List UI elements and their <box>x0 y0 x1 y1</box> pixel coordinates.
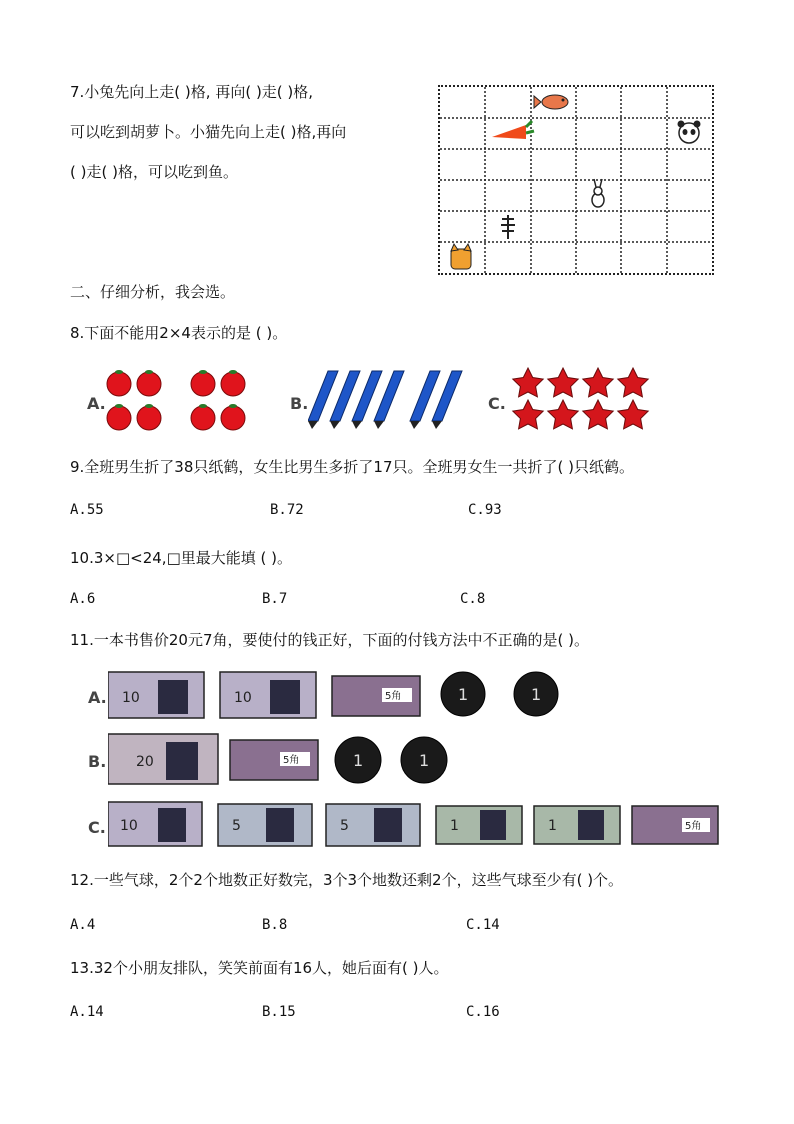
q8-option-a-apples <box>105 368 250 436</box>
q11-row-b-bill-2: 5角 <box>283 755 300 766</box>
tree-icon <box>501 215 515 239</box>
q8-option-c-label: C. <box>488 394 506 413</box>
q13-text: 13.32个小朋友排队，笑笑前面有16人，她后面有( )人。 <box>70 959 449 977</box>
q12-text: 12.一些气球，2个2个地数正好数完，3个3个地数还剩2个，这些气球至少有( )个。 <box>70 871 624 889</box>
q8-text: 8.下面不能用2×4表示的是 ( )。 <box>70 324 288 342</box>
panda-icon <box>678 121 701 144</box>
q8-option-b-pencils <box>308 366 468 436</box>
q10-option-b: B.7 <box>262 591 288 607</box>
q9-option-c: C.93 <box>468 502 502 518</box>
q11-row-b-coin-1: 1 <box>353 751 364 770</box>
q13-option-a: A.14 <box>70 1004 104 1020</box>
q11-row-a-coin-1: 1 <box>458 685 469 704</box>
q8-option-a-label: A. <box>87 394 106 413</box>
q11-money-image <box>80 662 720 850</box>
q10-text: 10.3×□<24,□里最大能填 ( )。 <box>70 549 292 567</box>
carrot-icon <box>492 121 534 139</box>
q12-option-c: C.14 <box>466 917 500 933</box>
q11-row-c-label: C. <box>88 818 106 837</box>
q12-option-a: A.4 <box>70 917 96 933</box>
q8-option-c-stars <box>508 366 658 436</box>
q11-row-a-bill-3: 5角 <box>385 691 402 702</box>
q7-line1: 7.小兔先向上走( )格, 再向( )走( )格, <box>70 83 314 101</box>
q11-row-a-coin-2: 1 <box>531 685 542 704</box>
q11-row-c-bill-4: 1 <box>450 818 459 834</box>
q11-row-c-bill-5: 1 <box>548 818 557 834</box>
section2-title: 二、仔细分析，我会选。 <box>70 283 236 301</box>
q13-option-c: C.16 <box>466 1004 500 1020</box>
q11-row-c-bill-3: 5 <box>340 818 349 834</box>
q10-option-c: C.8 <box>460 591 486 607</box>
q11-row-a-bill-1: 10 <box>122 690 140 706</box>
q11-row-c-bill-2: 5 <box>232 818 241 834</box>
q9-option-a: A.55 <box>70 502 104 518</box>
q11-row-c-bill-6: 5角 <box>685 821 702 832</box>
q11-row-b-label: B. <box>88 752 107 771</box>
q11-row-c-bill-1: 10 <box>120 818 138 834</box>
q8-option-b-label: B. <box>290 394 309 413</box>
q11-text: 11.一本书售价20元7角，要使付的钱正好，下面的付钱方法中不正确的是( )。 <box>70 631 589 649</box>
fish-icon <box>534 95 568 109</box>
q11-row-c-money <box>108 800 720 848</box>
q10-option-a: A.6 <box>70 591 96 607</box>
q11-row-b-money <box>108 732 708 786</box>
cat-icon <box>451 244 471 269</box>
q11-row-a-label: A. <box>88 688 107 707</box>
q9-option-b: B.72 <box>270 502 304 518</box>
q12-option-b: B.8 <box>262 917 288 933</box>
q9-text: 9.全班男生折了38只纸鹤，女生比男生多折了17只。全班男女生一共折了( )只纸鹤。 <box>70 458 634 476</box>
q11-row-b-bill-1: 20 <box>136 754 154 770</box>
q13-option-b: B.15 <box>262 1004 296 1020</box>
q11-row-b-coin-2: 1 <box>419 751 430 770</box>
rabbit-icon <box>592 179 604 207</box>
q11-row-a-money <box>108 670 708 720</box>
q7-line2: 可以吃到胡萝卜。小猫先向上走( )格,再向 <box>70 123 347 141</box>
q7-grid <box>438 85 714 275</box>
q11-row-a-bill-2: 10 <box>234 690 252 706</box>
q7-line3: ( )走( )格，可以吃到鱼。 <box>70 163 238 181</box>
